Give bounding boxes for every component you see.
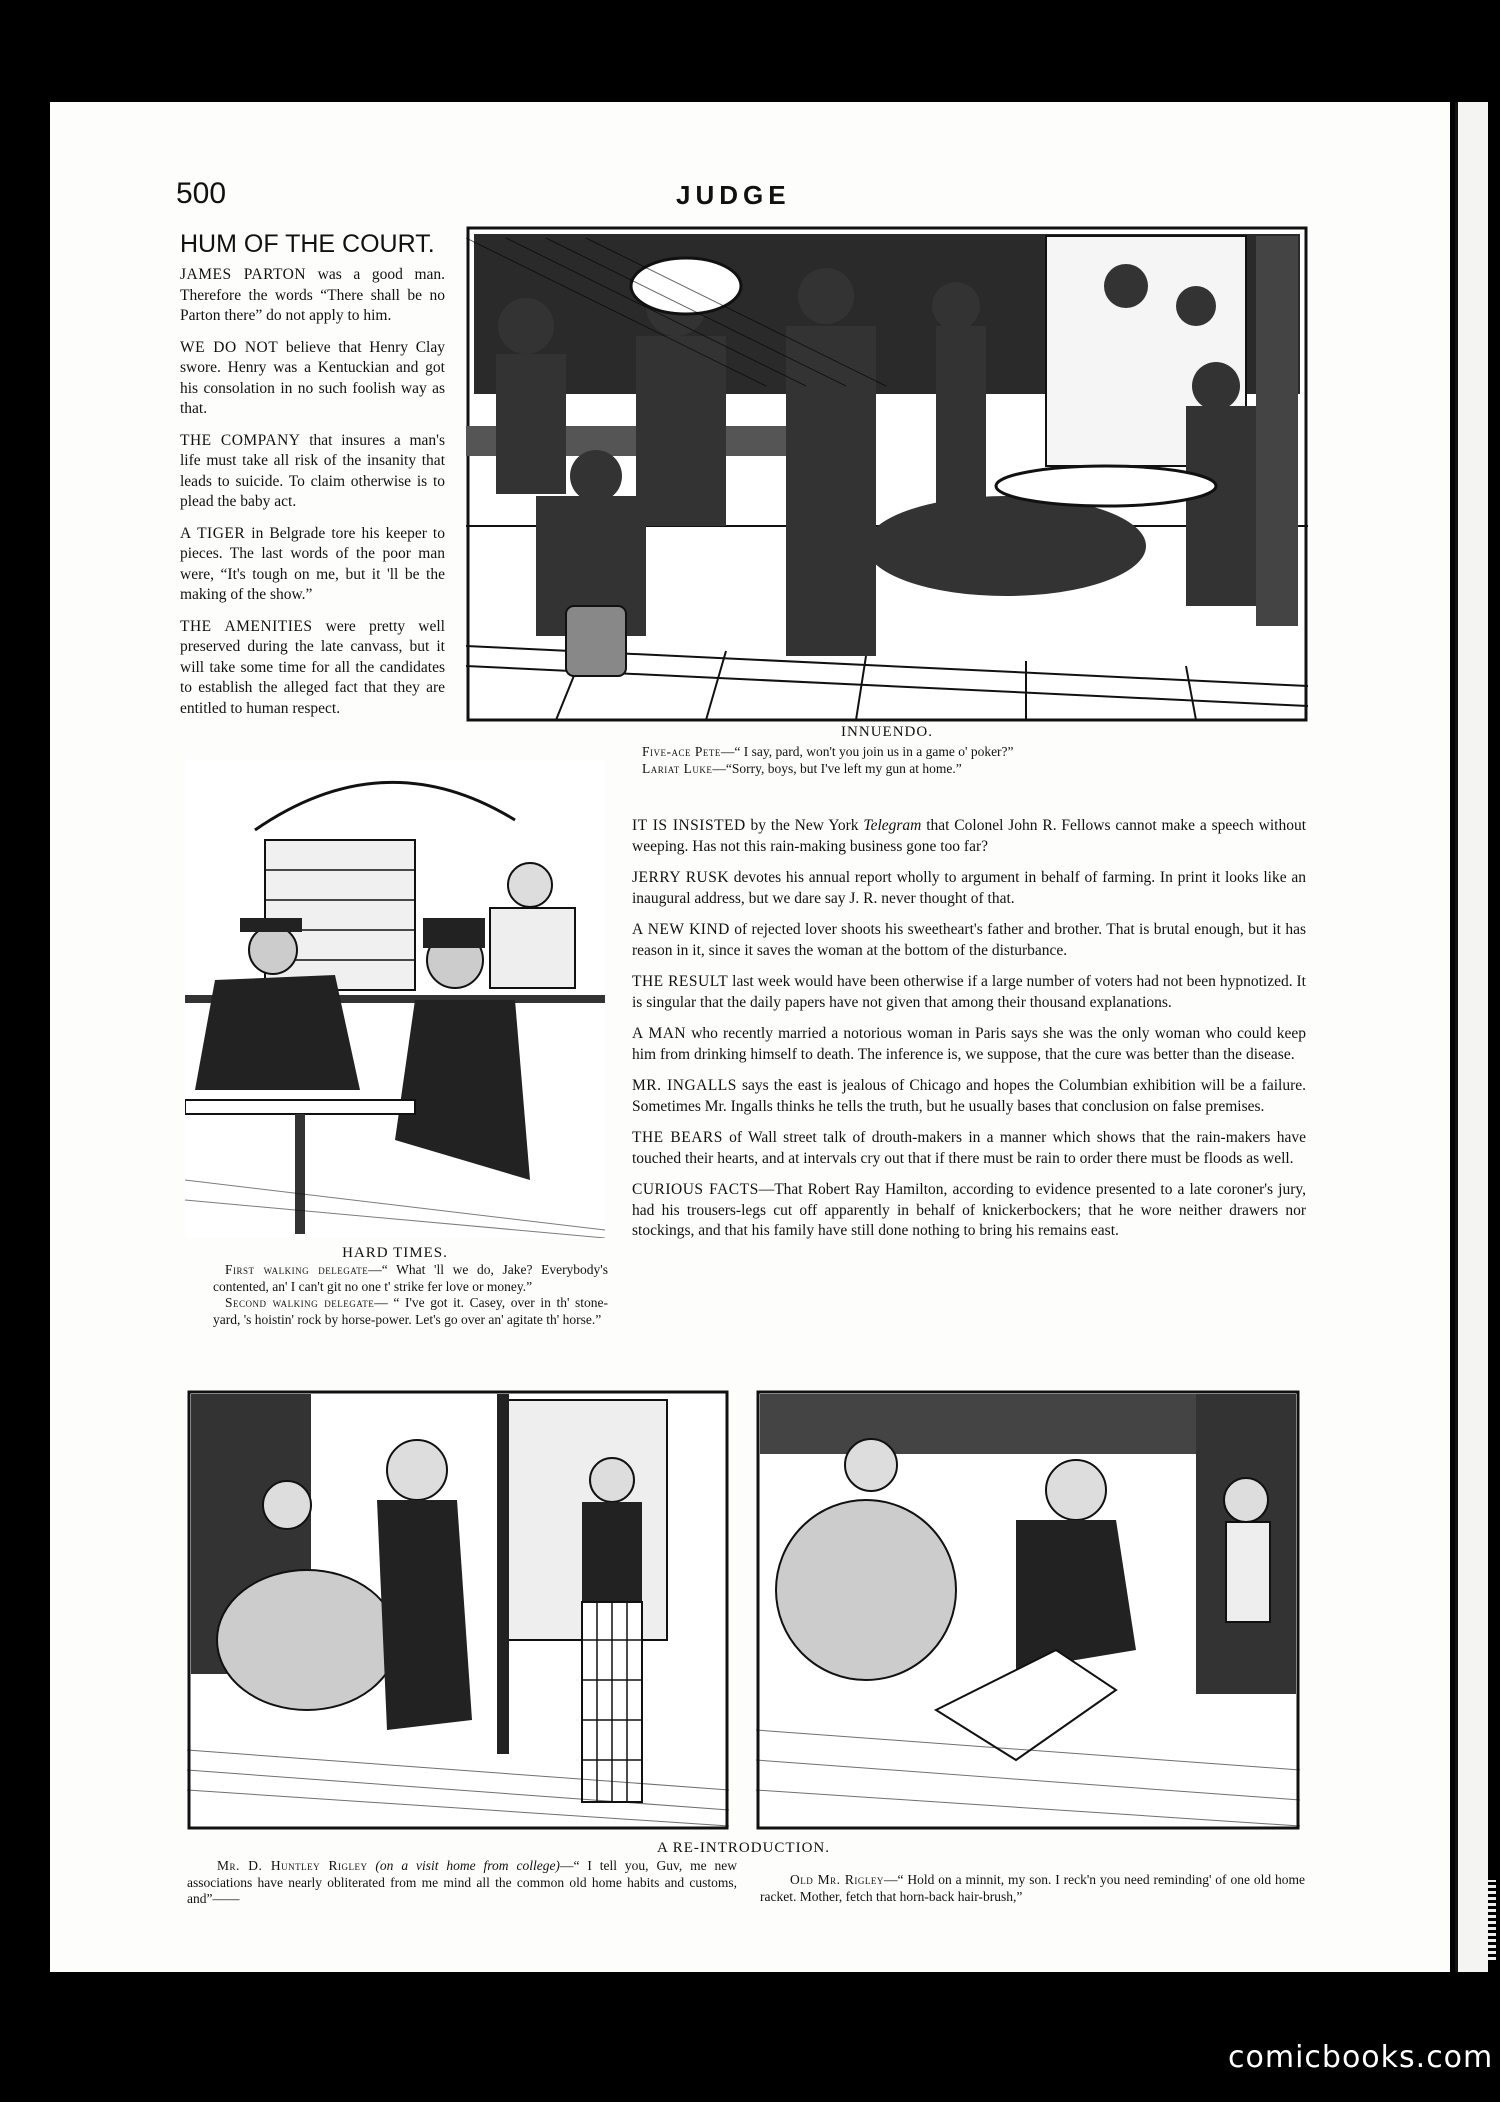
paragraph-lead: MR. INGALLS <box>632 1077 737 1094</box>
paragraph <box>632 920 1306 961</box>
paragraph-text: in Belgrade tore his keeper to pieces. The last words of the poor man were, “It's tough on me, but it 'll be the making of the show.” <box>180 524 445 603</box>
paragraph-text: was a good man. Therefore the words “There shall be no Parton there” do not apply to him. <box>180 266 445 324</box>
paragraph-text: by the New York <box>745 817 864 834</box>
masthead: JUDGE <box>676 180 791 210</box>
reintroduction-speaker-left: Mr. D. Huntley Rigley <box>217 1858 368 1873</box>
hard-times-title: HARD TIMES. <box>342 1245 448 1261</box>
hard-times-speaker-1: First walking delegate <box>225 1262 369 1277</box>
reintroduction-left-illustration <box>187 1390 729 1830</box>
paragraph-lead: JERRY RUSK <box>632 869 730 886</box>
paragraph-lead: A NEW KIND <box>632 921 730 938</box>
paragraph <box>632 1128 1306 1169</box>
hum-items <box>180 265 445 719</box>
paragraph-text: devotes his annual report wholly to argument in behalf of farming. In print it looks like an inaugural address, but we dare say J. R. never thought of that. <box>632 869 1306 907</box>
hard-times-line-1: —“ What 'll we do, Jake? Everybody's contented, an' I can't git no one t' strike fer love or money.” <box>213 1262 608 1294</box>
paragraph-lead: THE AMENITIES <box>180 617 313 635</box>
paragraph <box>632 972 1306 1013</box>
paragraph-lead: IT IS INSISTED <box>632 817 746 834</box>
page-number: 500 <box>176 177 227 210</box>
facing-page-edge <box>1455 102 1488 1972</box>
paragraph-emphasis: Telegram <box>863 817 922 834</box>
paragraph <box>180 431 445 513</box>
paragraph <box>632 1024 1306 1065</box>
paragraph-lead: WE DO NOT <box>180 338 279 356</box>
paragraph-text-continued: that Colonel John R. Fellows cannot make a speech without weeping. Has not this rain-making business gone too far? <box>632 817 1307 855</box>
paragraph-lead: THE BEARS <box>632 1129 723 1146</box>
innuendo-illustration <box>466 226 1308 722</box>
reintroduction-right-illustration <box>756 1390 1300 1830</box>
paragraph-text: last week would have been otherwise if a large number of voters had not been hypnotized. It is singular that the daily papers have not given that among their thousand explanations. <box>632 973 1306 1011</box>
innuendo-caption <box>642 744 1282 777</box>
paragraph <box>180 617 445 720</box>
paragraph-text: who recently married a notorious woman in Paris says she was the only woman who could keep him from drinking himself to death. The inference is, we suppose, that the cure was better than the disease. <box>632 1025 1306 1063</box>
reintroduction-left-caption <box>187 1858 737 1908</box>
watermark: comicbooks.com <box>1228 2040 1494 2075</box>
reintroduction-aside: (on a visit home from college) <box>375 1858 560 1873</box>
innuendo-line-2: —“Sorry, boys, but I've left my gun at home.” <box>712 760 962 776</box>
hard-times-speaker-2: Second walking delegate <box>225 1295 375 1310</box>
paragraph <box>632 868 1306 909</box>
paragraph-lead: A MAN <box>632 1025 687 1042</box>
paragraph-lead: JAMES PARTON <box>180 266 307 283</box>
paragraph-lead: THE COMPANY <box>180 431 301 449</box>
page-edge-stripes <box>1488 1880 1496 1960</box>
paragraph-text: of Wall street talk of drouth-makers in a manner which shows that the rain-makers have touched their hearts, and at intervals cry out that if there must be rain to order there must be floods as well. <box>632 1129 1306 1167</box>
reintroduction-title: A RE-INTRODUCTION. <box>657 1840 830 1856</box>
paragraph-text: of rejected lover shoots his sweetheart's father and brother. That is brutal enough, but it has reason in it, since it saves the woman at the bottom of the disturbance. <box>632 921 1307 959</box>
column-title: HUM OF THE COURT. <box>180 230 435 258</box>
paragraph <box>632 1180 1306 1242</box>
paragraph-text: says the east is jealous of Chicago and hopes the Columbian exhibition will be a failure. Sometimes Mr. Ingalls thinks he tells the truth, but he usually bases that conclusion on false premises. <box>632 1077 1306 1115</box>
hard-times-illustration <box>185 760 605 1238</box>
paragraph-lead: A TIGER <box>180 524 246 542</box>
paragraph-text: that insures a man's life must take all risk of the insanity that leads to suicide. To claim otherwise is to plead the baby act. <box>180 431 445 510</box>
paragraph-text: —That Robert Ray Hamilton, according to evidence presented to a late coroner's jury, had his trousers-legs cut off apparently in behalf of knickerbockers; that he wore neither drawers nor stockings, and that his family have still done nothing to bring his remains east. <box>632 1181 1306 1239</box>
paragraph-text: were pretty well preserved during the late canvass, but it will take some time for all the candidates to establish the alleged fact that they are entitled to human respect. <box>180 617 445 717</box>
paragraph <box>180 338 445 420</box>
innuendo-title: INNUENDO. <box>841 724 933 740</box>
hum-of-the-court-column <box>180 230 445 730</box>
hard-times-caption <box>213 1262 608 1328</box>
innuendo-speaker-1: Five-ace Pete <box>642 744 721 759</box>
paragraph <box>632 816 1306 857</box>
reintroduction-right-caption <box>760 1872 1305 1905</box>
paragraph <box>180 524 445 606</box>
editorial-column <box>632 816 1306 1253</box>
paragraph-lead: THE RESULT <box>632 973 729 990</box>
paragraph <box>632 1076 1306 1117</box>
innuendo-speaker-2: Lariat Luke <box>642 760 713 776</box>
reintroduction-speaker-right: Old Mr. Rigley <box>790 1872 884 1887</box>
innuendo-line-1: —“ I say, pard, won't you join us in a game o' poker?” <box>720 744 1014 759</box>
reintroduction-right-text: —“ Hold on a minnit, my son. I reck'n you need reminding' of one old home racket. Mother, fetch that horn-back hair-brush,” <box>760 1872 1305 1904</box>
reintroduction-left-text: —“ I tell you, Guv, me new associations have nearly obliterated from me mind all the common old home habits and customs, and”—— <box>187 1858 738 1906</box>
paragraph-lead: CURIOUS FACTS <box>632 1181 759 1198</box>
paragraph <box>180 265 445 327</box>
paragraph-text: believe that Henry Clay swore. Henry was a Kentuckian and got his consolation in no such foolish way as that. <box>180 338 445 417</box>
hard-times-line-2: — “ I've got it. Casey, over in th' stone-yard, 's hoistin' rock by horse-power. Let's go over an' agitate th' horse.” <box>213 1295 608 1327</box>
